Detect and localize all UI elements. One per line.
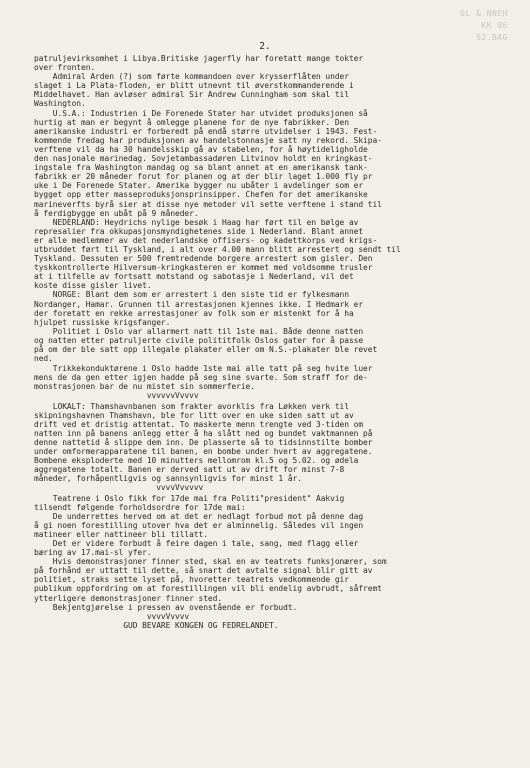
text-line: GUD BEVARE KONGEN OG FEDRELANDET. — [34, 620, 279, 630]
text-line: ingstale fra Washington mandag og sa blant annet at en amerikansk tank- — [34, 163, 368, 173]
text-line: matineer eller nattineer bli tillatt. — [34, 529, 208, 539]
text-line: vvvvVvvvvv — [34, 483, 204, 493]
text-line: Middelhavet. Han avløser admiral Sir Andrew Cunningham som skal til — [34, 90, 349, 100]
body-text — [34, 54, 496, 630]
text-line: under omformerapparatene til banen, en bombe under hvert av aggregatene. — [34, 447, 373, 457]
text-line: utbruddet ført til Tyskland, i alt over 4.00 mann blitt arrestert og sendt til — [34, 244, 401, 254]
text-line: å gi noen forestilling utover hva det er alminnelig. Således vil ingen — [34, 520, 364, 530]
text-line: De underrettes herved om at det er nedlagt forbud mot på denne dag — [34, 511, 364, 521]
text-line: Nordanger, Hamar. Grunnen til arrestasjonen kjennes ikke. I Hedmark er — [34, 299, 364, 309]
text-line: koste disse gisler livet. — [34, 281, 152, 291]
text-line: Det er videre forbudt å feire dagen i tale, sang, med flagg eller — [34, 538, 359, 548]
text-line: skipningshavnen Thamshavn, ble for litt over en uke siden satt ut av — [34, 410, 354, 420]
text-line: LOKALT: Thamshavnbanen som frakter avorklis fra Løkken verk til — [34, 401, 349, 411]
text-line: kommende fredag har produksjonen av handelstonnasje satt ny rekord. Skipa- — [34, 135, 382, 145]
text-line: der foretatt en rekke arrestasjoner av folk som er mistenkt for å ha — [34, 308, 354, 318]
text-line: natten inn på banens anlegg etter å ha slått ned og bundet vaktmannen på — [34, 428, 373, 438]
text-line: på om der ble satt opp illegale plakater eller om N.S.-plakater ble revet — [34, 345, 378, 354]
text-line: marineverfts byrå sier at disse nye metoder vil sette verftene i stand til — [34, 199, 382, 209]
text-line: over fronten. — [34, 63, 96, 73]
text-line: drift ved et dristig attentat. To maskerte menn trengte ved 3-tiden om — [34, 419, 364, 429]
text-line: vvvvVvvvv — [34, 611, 190, 621]
bleed-through-text — [388, 8, 508, 44]
text-line: politiet, straks sette lyset på, hvoretter teatrets vedkommende gir — [34, 575, 349, 585]
text-line: U.S.A.: Industrien i De Forenede Stater har utvidet produksjonen så — [34, 108, 368, 118]
text-line: amerikanske industri er forberedt på endå større utvidelser i 1943. Fest- — [34, 126, 378, 136]
text-line: bæring av 17.mai-sl yfer. — [34, 548, 152, 558]
text-line: Hvis demonstrasjoner finner sted, skal en av teatrets funksjonærer, som — [34, 557, 387, 567]
text-line: Politiet i Oslo var allarmert natt til 1ste mai. Både denne natten — [34, 326, 364, 336]
text-line: er alle medlemmer av det nederlandske offisers- og kadettkorps ved krigs- — [34, 235, 378, 245]
text-line: aggregatene totalt. Banen er derved satt ut av drift for minst 7-8 — [34, 465, 345, 475]
text-line: publikum oppfordring om at forestillingen vil bli endelig avbrudt, såfremt — [34, 584, 382, 594]
text-line: represalier fra okkupasjonsmyndighetenes side i Nederland. Blant annet — [34, 226, 364, 236]
text-line: ytterligere demonstrasjoner finner sted. — [34, 593, 223, 603]
text-line: Teatrene i Oslo fikk for 17de mai fra Politi"president" Aakvig — [34, 493, 345, 503]
text-line: Tyskland. Dessuten er 500 fremtredende borgere arrestert som gisler. Den — [34, 254, 373, 264]
bleed-line: KK 86 — [481, 21, 508, 30]
text-line: uke i De Forenede Stater. Amerika bygger nu ubåter i avdelinger som er — [34, 181, 364, 191]
text-line: ned. — [34, 354, 53, 364]
text-line: NORGE: Blant dem som er arrestert i den siste tid er fylkesmann — [34, 290, 349, 300]
text-line: mens de da gen etter igjen hadde på seg sine svarte. Som straff for de- — [34, 373, 368, 383]
text-line: bygget opp etter masseproduksjonsprinsipper. Chefen for det amerikanske — [34, 190, 368, 200]
text-line: patruljevirksomhet i Libya.Britiske jagerfly har foretatt mange tokter — [34, 54, 364, 63]
text-line: at i tilfelle av fortsatt motstand og sabotasje i Nederland, vil det — [34, 272, 354, 282]
text-line: denne nattetid å slippe dem inn. De plasserte så to tidsinnstilte bomber — [34, 437, 373, 447]
text-line: måneder, forhåpentligvis og sannsynligvis for minst 1 år. — [34, 474, 302, 484]
text-line: hjulpet russiske krigsfanger. — [34, 317, 171, 327]
text-line: Trikkekonduktørene i Oslo hadde 1ste mai alle tatt på seg hvite luer — [34, 364, 373, 374]
text-line: fabrikk er 20 måneder forut for planen og at der blir laget 1.000 fly pr — [34, 172, 373, 182]
text-line: verftene vil da ha 30 handelsskip gå av stabelen, for å høytideligholde — [34, 144, 368, 154]
text-line: den nasjonale marinedag. Sovjetambassadøren Litvinov holdt en kringkast- — [34, 154, 373, 164]
text-line: tilsendt følgende forholdsordre for 17de mai: — [34, 502, 246, 512]
text-line: vvvvvvVvvvv — [34, 391, 199, 401]
text-line: hurtig at man er begynt å omlegge planene for de nye fabrikker. Den — [34, 117, 349, 127]
text-line: NEDERLAND: Heydrichs nylige besøk i Haag har ført til en bølge av — [34, 217, 359, 227]
text-line: Bombene eksploderte med 10 minutters mellomrom kl.5 og 5.02. og ødela — [34, 456, 359, 466]
text-line: Washington. — [34, 99, 86, 109]
text-line: og natten etter patruljerte civile polititfolk Oslos gater for å passe — [34, 335, 364, 345]
page-number: 2. — [259, 41, 271, 52]
bleed-line: OL & NNEH — [460, 9, 508, 18]
text-line: å ferdigbygge en ubåt på 9 måneder. — [34, 208, 199, 218]
text-line: Admiral Arden (?) som førte kommandoen over krysserflåten under — [34, 72, 349, 82]
text-line: monstrasjonen bar de nu mistet sin sommerferie. — [34, 382, 255, 392]
bleed-line: 52.BAG — [476, 33, 508, 42]
text-line: tyskkontrollerte Hilversum-kringkasteren er kommet med voldsomme trusler — [34, 263, 373, 273]
text-line: slaget i La Plata-floden, er blitt utnevnt til øverstkommanderende i — [34, 81, 354, 91]
text-line: på forhånd er uttatt til dette, så snart det avtalte signal blir gitt av — [34, 566, 373, 576]
text-line: Bekjentgjørelse i pressen av ovenstående er forbudt. — [34, 602, 298, 612]
